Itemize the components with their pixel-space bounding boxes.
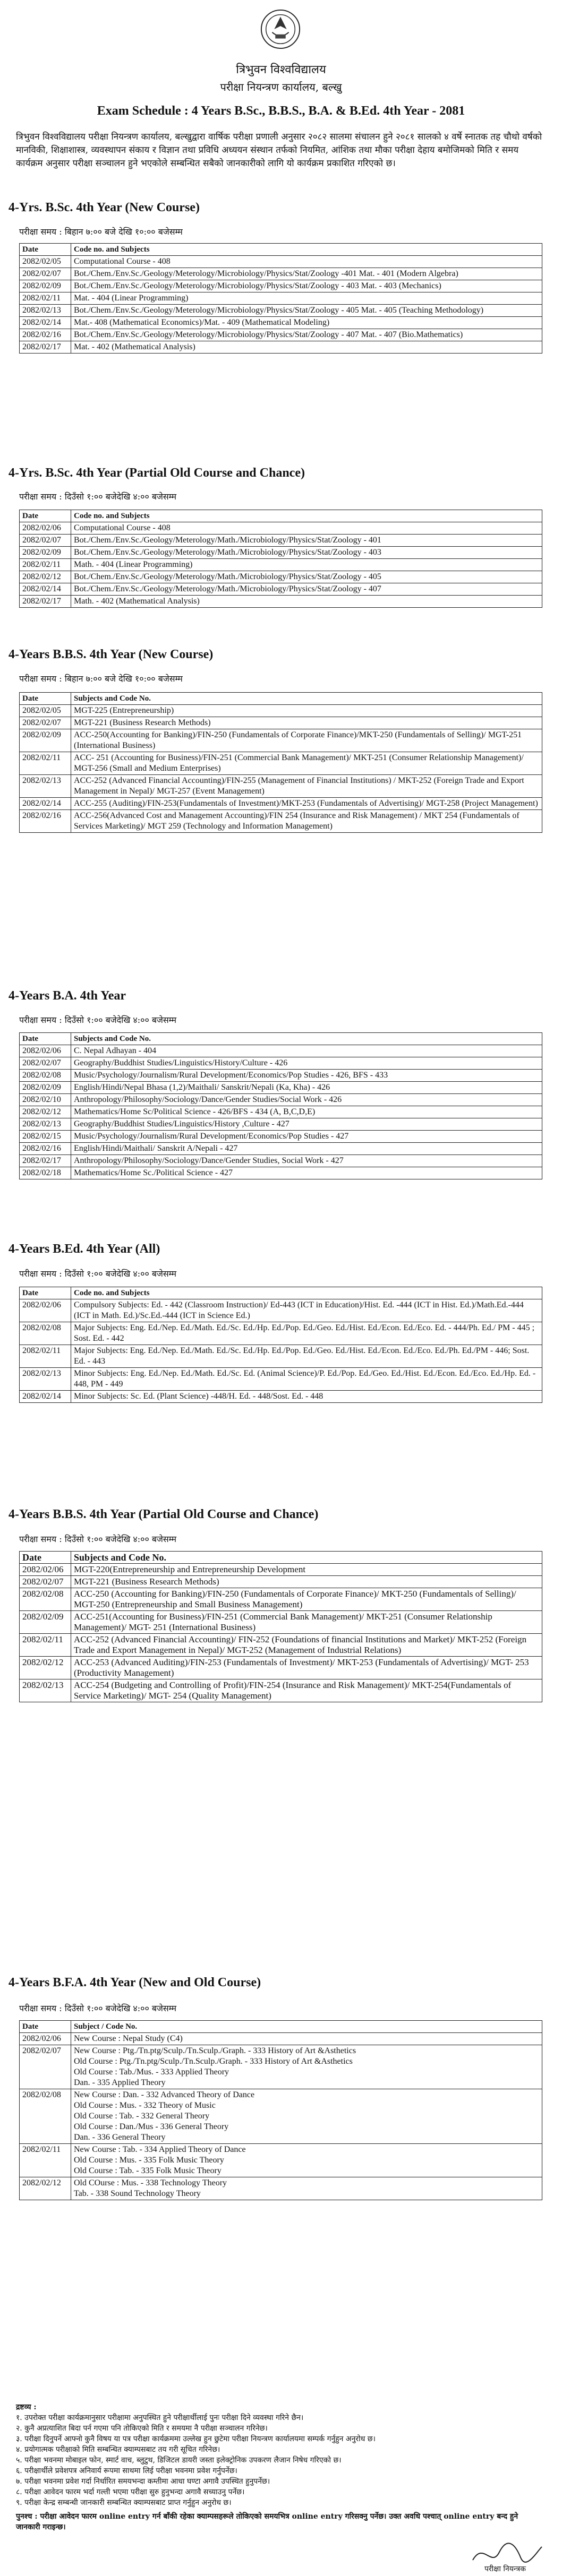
exam-date: 2082/02/11	[20, 292, 71, 305]
table-row	[20, 2089, 542, 2144]
exam-subject: Mathematics/Home Sc/Political Science - 426/BFS - 434 (A, B,C,D,E)	[71, 1106, 542, 1118]
table-row	[20, 1368, 542, 1391]
note-item: २. कुनै अप्रत्याशित बिदा पर्न गएमा पनि तोकिएको मिति र समयमा नै परीक्षा सञ्चालन गरिनेछ।	[16, 2424, 268, 2433]
exam-date: 2082/02/07	[20, 2045, 71, 2089]
table-row	[20, 1299, 542, 1322]
exam-date: 2082/02/14	[20, 317, 71, 329]
table-header-row	[20, 693, 542, 705]
table-row	[20, 1155, 542, 1167]
exam-date: 2082/02/14	[20, 798, 71, 810]
exam-date: 2082/02/17	[20, 1155, 71, 1167]
exam-subject: ACC- 251 (Accounting for Business)/FIN-251 (Commercial Bank Management)/ MKT-251 (Consumer Relationship Management)/ MGT-256 (Small and Medium Enterprises)	[71, 752, 542, 775]
exam-subject: Music/Psychology/Journalism/Rural Development/Economics/Pop Studies - 427	[71, 1131, 542, 1143]
subject-line: Tab. - 338 Sound Technology Theory	[74, 2189, 201, 2198]
subject-line: Old Course : Tab. - 335 Folk Music Theory	[74, 2166, 222, 2175]
exam-subject: MGT-220(Entrepreneurship and Entrepreneurship Development	[71, 1564, 542, 1576]
exam-date: 2082/02/09	[20, 280, 71, 292]
bfa-table	[19, 2020, 542, 2200]
exam-subject: English/Hindi/Maithali/ Sanskrit A/Nepali - 427	[71, 1143, 542, 1155]
exam-subject: MGT-221 (Business Research Methods)	[71, 1576, 542, 1588]
column-header-date: Date	[20, 693, 71, 705]
exam-subject: Bot./Chem./Env.Sc./Geology/Meterology/Math./Microbiology/Physics/Stat/Zoology - 405	[71, 571, 542, 583]
table-row	[20, 535, 542, 547]
column-header-subject: Code no. and Subjects	[71, 244, 542, 256]
exam-subject: Mat. - 404 (Linear Programming)	[71, 292, 542, 305]
table-row	[20, 705, 542, 717]
exam-subject: ACC-256(Advanced Cost and Management Accounting)/FIN 254 (Insurance and Risk Management) / MKT 254 (Fundamentals of Services Marketing)/ MGT 259 (Technology and Information Management)	[71, 810, 542, 833]
exam-subject: Bot./Chem./Env.Sc./Geology/Meterology/Math./Microbiology/Physics/Stat/Zoology - 407	[71, 583, 542, 596]
table-row	[20, 752, 542, 775]
bed-title: 4-Years B.Ed. 4th Year (All)	[8, 1242, 160, 1256]
exam-subject: Math. - 402 (Mathematical Analysis)	[71, 596, 542, 608]
bsc-new-title: 4-Yrs. B.Sc. 4th Year (New Course)	[8, 201, 200, 214]
table-row	[20, 1679, 542, 1702]
exam-subject: Bot./Chem./Env.Sc./Geology/Meterology/Microbiology/Physics/Stat/Zoology - 405 Mat. - 405 (Teaching Methodology)	[71, 305, 542, 317]
bsc-old-table	[19, 510, 542, 608]
exam-date: 2082/02/11	[20, 752, 71, 775]
exam-date: 2082/02/08	[20, 1070, 71, 1082]
intro-paragraph: त्रिभुवन विश्वविद्यालय परीक्षा नियन्त्रण कार्यालय, बल्खुद्वारा वार्षिक परीक्षा प्रणाली अनुसार २०८२ सालमा संचालन हुने २०८१ सालको ४ वर्षे स्नातक तह चौथो वर्षको मानविकी, शिक्षाशास्त्र, व्यवस्थापन संकाय र विज्ञान तथा प्रविधि अध्ययन संस्थान तर्फको नियमित, आंशिक तथा मौका परीक्षा देहाय बमोजिमको मिति र समय कार्यक्रम अनुसार परीक्षा सञ्चालन हुने भएकोले सम्बन्धित सबैको जानकारीको लागि यो कार्यक्रम प्रकाशित गरिएको छ।	[16, 132, 542, 169]
table-row	[20, 1564, 542, 1576]
table-row	[20, 583, 542, 596]
table-header-row	[20, 1552, 542, 1564]
column-header-subject: Subjects and Code No.	[71, 693, 542, 705]
exam-subject: Minor Subjects: Sc. Ed. (Plant Science) -448/H. Ed. - 448/Sost. Ed. - 448	[71, 1391, 542, 1403]
column-header-subject: Code no. and Subjects	[71, 1287, 542, 1299]
exam-subject: Bot./Chem./Env.Sc./Geology/Meterology/Microbiology/Physics/Stat/Zoology -401 Mat. - 401 (Modern Algebra)	[71, 268, 542, 280]
table-row	[20, 1082, 542, 1094]
table-row	[20, 341, 542, 354]
exam-date: 2082/02/09	[20, 547, 71, 559]
bbs-old-table	[19, 1551, 542, 1702]
table-row	[20, 1167, 542, 1179]
exam-subject	[71, 2045, 542, 2089]
exam-date: 2082/02/05	[20, 705, 71, 717]
exam-date: 2082/02/11	[20, 1634, 71, 1657]
signature-label: परीक्षा नियन्त्रक	[484, 2565, 526, 2573]
exam-date: 2082/02/06	[20, 1299, 71, 1322]
notes-closing: पुनश्च : परीक्षा आवेदन फारम online entry गर्न बाँकी रहेका क्याम्पसहरूले तोकिएको समयभित्र online entry गरिसक्नु पर्नेछ। उक्त अवधि पश्चात् online entry बन्द हुने जानकारी गराइन्छ।	[16, 2512, 518, 2531]
exam-date: 2082/02/14	[20, 1391, 71, 1403]
notes-list	[16, 2413, 544, 2508]
exam-subject: Anthropology/Philosophy/Sociology/Dance/Gender Studies/Social Work - 426	[71, 1094, 542, 1106]
exam-subject: Mat.- 408 (Mathematical Economics)/Mat. - 409 (Mathematical Modeling)	[71, 317, 542, 329]
exam-subject: ACC-252 (Advanced Financial Accounting)/FIN-255 (Management of Financial Institutions) / MKT-252 (Foreign Trade and Export Management in Nepal)/ MGT-257 (Event Management)	[71, 775, 542, 798]
column-header-date: Date	[20, 1552, 71, 1564]
table-row	[20, 329, 542, 341]
exam-subject: Mat. - 402 (Mathematical Analysis)	[71, 341, 542, 354]
ba-time: परीक्षा समय : दिउँसो १:०० बजेदेखि ४:०० बजेसम्म	[19, 1015, 177, 1025]
table-row	[20, 2033, 542, 2045]
exam-date: 2082/02/07	[20, 535, 71, 547]
table-row	[20, 317, 542, 329]
table-row	[20, 571, 542, 583]
table-row	[20, 775, 542, 798]
table-row	[20, 522, 542, 535]
exam-subject: Computational Course - 408	[71, 256, 542, 268]
exam-subject: Minor Subjects: Eng. Ed./Nep. Ed./Math. Ed./Sc. Ed. (Animal Science)/P. Ed./Pop. Ed./Geo. Ed./Hist. Ed./Econ. Ed./Eco. Ed./Hp. Ed. - 448, PM - 449	[71, 1368, 542, 1391]
exam-date: 2082/02/12	[20, 2177, 71, 2200]
exam-date: 2082/02/17	[20, 341, 71, 354]
table-row	[20, 810, 542, 833]
notes-block	[16, 2402, 544, 2532]
table-row	[20, 1106, 542, 1118]
column-header-date: Date	[20, 510, 71, 522]
table-row	[20, 1391, 542, 1403]
note-item: ४. प्रयोगात्मक परीक्षाको मिति सम्बन्धित क्याम्पसबाट तय गरी सूचित गरिनेछ।	[16, 2445, 220, 2454]
page-title: Exam Schedule : 4 Years B.Sc., B.B.S., B.A. & B.Ed. 4th Year - 2081	[97, 104, 465, 118]
bed-table	[19, 1287, 542, 1403]
table-header-row	[20, 244, 542, 256]
column-header-subject: Subjects and Code No.	[71, 1552, 542, 1564]
bbs-old-title: 4-Years B.B.S. 4th Year (Partial Old Course and Chance)	[8, 1507, 319, 1521]
bsc-old-title: 4-Yrs. B.Sc. 4th Year (Partial Old Course and Chance)	[8, 466, 305, 480]
table-header-row	[20, 1287, 542, 1299]
table-row	[20, 2177, 542, 2200]
note-item: ७. परीक्षा भवनमा प्रवेश गर्दा निर्धारित समयभन्दा कम्तीमा आधा घण्टा अगावै उपस्थित हुनुपर्नेछ।	[16, 2477, 270, 2486]
ba-table	[19, 1032, 542, 1179]
exam-subject: English/Hindi/Nepal Bhasa (1,2)/Maithali/ Sanskrit/Nepali (Ka, Kha) - 426	[71, 1082, 542, 1094]
exam-date: 2082/02/18	[20, 1167, 71, 1179]
exam-date: 2082/02/11	[20, 2144, 71, 2177]
table-row	[20, 1634, 542, 1657]
exam-date: 2082/02/11	[20, 559, 71, 571]
university-name: त्रिभुवन विश्वविद्यालय	[236, 63, 326, 76]
table-row	[20, 1118, 542, 1131]
table-row	[20, 1131, 542, 1143]
table-row	[20, 268, 542, 280]
table-row	[20, 1322, 542, 1345]
column-header-date: Date	[20, 1287, 71, 1299]
note-item: १. उपरोक्त परीक्षा कार्यक्रमानुसार परीक्षामा अनुपस्थित हुने परीक्षार्थीलाई पुनः परीक्षा दिने व्यवस्था गरिने छैन।	[16, 2414, 304, 2422]
table-row	[20, 1345, 542, 1368]
exam-subject: Geography/Buddhist Studies/Linguistics/History/Culture - 426	[71, 1057, 542, 1070]
exam-subject: Music/Psychology/Journalism/Rural Development/Economics/Pop Studies - 426, BFS - 433	[71, 1070, 542, 1082]
subject-line: New Course : Tab. - 334 Applied Theory of Dance	[74, 2145, 246, 2154]
exam-subject: Mathematics/Home Sc./Political Science - 427	[71, 1167, 542, 1179]
exam-date: 2082/02/13	[20, 775, 71, 798]
table-row	[20, 798, 542, 810]
table-header-row	[20, 510, 542, 522]
table-row	[20, 280, 542, 292]
table-row	[20, 596, 542, 608]
exam-date: 2082/02/12	[20, 1106, 71, 1118]
bbs-new-table	[19, 692, 542, 833]
table-row	[20, 2045, 542, 2089]
exam-subject: Bot./Chem./Env.Sc./Geology/Meterology/Math./Microbiology/Physics/Stat/Zoology - 401	[71, 535, 542, 547]
note-item: ९. परीक्षा केन्द्र सम्बन्धी जानकारी सम्बन्धित क्याम्पसबाट प्राप्त गर्नुहुन अनुरोध छ।	[16, 2499, 232, 2507]
column-header-date: Date	[20, 1033, 71, 1045]
bbs-new-time: परीक्षा समय : बिहान ७:०० बजे देखि १०:०० बजेसम्म	[19, 674, 183, 684]
exam-subject: Anthropology/Philosophy/Sociology/Dance/Gender Studies, Social Work - 427	[71, 1155, 542, 1167]
subject-line: New Course : Dan. - 332 Advanced Theory of Dance	[74, 2090, 255, 2099]
exam-date: 2082/02/08	[20, 1322, 71, 1345]
note-item: ५. परीक्षा भवनमा मोबाइल फोन, स्मार्ट वाच, ब्लुटुथ, डिजिटल डायरी जस्ता इलेक्ट्रोनिक उपकरण लैजान निषेध गरिएको छ।	[16, 2456, 342, 2465]
subject-line: Old Course : Tab. - 332 General Theory	[74, 2112, 210, 2121]
subject-line: Old Course : Tab./Mus. - 333 Applied Theory	[74, 2067, 229, 2077]
exam-subject: MGT-221 (Business Research Methods)	[71, 717, 542, 729]
university-logo	[260, 8, 301, 50]
exam-date: 2082/02/14	[20, 583, 71, 596]
exam-date: 2082/02/13	[20, 1118, 71, 1131]
table-row	[20, 1657, 542, 1679]
exam-date: 2082/02/06	[20, 2033, 71, 2045]
exam-date: 2082/02/08	[20, 1588, 71, 1611]
subject-line: Old Course : Mus. - 332 Theory of Music	[74, 2101, 216, 2110]
table-row	[20, 292, 542, 305]
exam-date: 2082/02/09	[20, 1082, 71, 1094]
table-row	[20, 729, 542, 752]
exam-subject	[71, 2089, 542, 2144]
exam-subject: ACC-255 (Auditing)/FIN-253(Fundamentals of Investment)/MKT-253 (Fundamentals of Advertising)/ MGT-258 (Project Management)	[71, 798, 542, 810]
table-row	[20, 1588, 542, 1611]
exam-date: 2082/02/07	[20, 268, 71, 280]
note-item: ३. परीक्षा दिनुपर्ने आफ्नो कुनै विषय या पत्र परीक्षा कार्यक्रममा उल्लेख हुन छुटेमा परीक्षा नियन्त्रण कार्यालयमा सम्पर्क गर्नुहुन अनुरोध छ।	[16, 2435, 376, 2443]
exam-subject: Bot./Chem./Env.Sc./Geology/Meterology/Microbiology/Physics/Stat/Zoology - 407 Mat. - 407 (Bio.Mathematics)	[71, 329, 542, 341]
table-row	[20, 1070, 542, 1082]
exam-date: 2082/02/15	[20, 1131, 71, 1143]
subject-line: Old COurse : Mus. - 338 Technology Theory	[74, 2178, 227, 2187]
table-row	[20, 547, 542, 559]
exam-date: 2082/02/09	[20, 729, 71, 752]
table-header-row	[20, 2021, 542, 2033]
exam-date: 2082/02/09	[20, 1611, 71, 1634]
table-header-row	[20, 1033, 542, 1045]
exam-date: 2082/02/06	[20, 1045, 71, 1057]
exam-subject: Compulsory Subjects: Ed. - 442 (Classroom Instruction)/ Ed-443 (ICT in Education)/Hist. Ed. -444 (ICT in Hist. Ed.)/Math.Ed.-444 (ICT in Math. Ed.)/Sc.Ed.-444 (ICT in Science Ed.)	[71, 1299, 542, 1322]
exam-subject: Computational Course - 408	[71, 522, 542, 535]
exam-date: 2082/02/07	[20, 1057, 71, 1070]
exam-subject: ACC-250(Accounting for Banking)/FIN-250 (Fundamentals of Corporate Finance)/MKT-250 (Fundamentals of Selling)/ MGT-251 (International Business)	[71, 729, 542, 752]
column-header-subject: Code no. and Subjects	[71, 510, 542, 522]
table-row	[20, 1143, 542, 1155]
exam-date: 2082/02/06	[20, 522, 71, 535]
exam-subject: MGT-225 (Entrepreneurship)	[71, 705, 542, 717]
subject-line: New Course : Ptg./Tn.ptg/Sculp./Tn.Sculp./Graph. - 333 History of Art &Asthetics	[74, 2046, 356, 2055]
exam-subject: Major Subjects: Eng. Ed./Nep. Ed./Math. Ed./Sc. Ed./Hp. Ed./Pop. Ed./Geo. Ed./Hist. Ed./Econ. Ed./Eco. Ed. - 444/Ph. Ed./ PM - 445 ; Sost. Ed. - 442	[71, 1322, 542, 1345]
column-header-subject: Subjects and Code No.	[71, 1033, 542, 1045]
exam-date: 2082/02/10	[20, 1094, 71, 1106]
table-row	[20, 305, 542, 317]
table-row	[20, 1045, 542, 1057]
exam-subject: ACC-254 (Budgeting and Controlling of Profit)/FIN-254 (Insurance and Risk Management)/ MKT-254(Fundamentals of Service Marketing)/ MGT- 254 (Quality Management)	[71, 1679, 542, 1702]
table-row	[20, 256, 542, 268]
exam-date: 2082/02/17	[20, 596, 71, 608]
exam-date: 2082/02/12	[20, 1657, 71, 1679]
table-row	[20, 1576, 542, 1588]
exam-date: 2082/02/05	[20, 256, 71, 268]
subject-line: Dan. - 335 Applied Theory	[74, 2078, 166, 2087]
exam-subject: ACC-253 (Advanced Auditing)/FIN-253 (Fundamentals of Investment)/ MKT-253 (Fundamentals of Advertising)/ MGT- 253 (Productivity Management)	[71, 1657, 542, 1679]
exam-date: 2082/02/06	[20, 1564, 71, 1576]
table-row	[20, 1094, 542, 1106]
exam-subject: ACC-251(Accounting for Business)/FIN-251 (Commercial Bank Management)/ MKT-251 (Consumer Relationship Management)/ MGT- 251 (International Business)	[71, 1611, 542, 1634]
bsc-old-time: परीक्षा समय : दिउँसो १:०० बजेदेखि ४:०० बजेसम्म	[19, 492, 177, 502]
exam-date: 2082/02/13	[20, 1368, 71, 1391]
table-row	[20, 2144, 542, 2177]
bed-time: परीक्षा समय : दिउँसो १:०० बजेदेखि ४:०० बजेसम्म	[19, 1269, 177, 1279]
exam-date: 2082/02/07	[20, 1576, 71, 1588]
bfa-title: 4-Years B.F.A. 4th Year (New and Old Course)	[8, 1976, 261, 1989]
exam-subject	[71, 2177, 542, 2200]
exam-subject: C. Nepal Adhayan - 404	[71, 1045, 542, 1057]
bbs-new-title: 4-Years B.B.S. 4th Year (New Course)	[8, 648, 214, 661]
bbs-old-time: परीक्षा समय : दिउँसो १:०० बजेदेखि ४:०० बजेसम्म	[19, 1534, 177, 1544]
table-row	[20, 1057, 542, 1070]
column-header-date: Date	[20, 2021, 71, 2033]
exam-subject	[71, 2144, 542, 2177]
column-header-date: Date	[20, 244, 71, 256]
subject-line: Old Course : Ptg./Tn.ptg/Sculp./Tn.Sculp./Graph. - 333 History of Art &Asthetics	[74, 2057, 353, 2066]
exam-date: 2082/02/16	[20, 1143, 71, 1155]
exam-subject: ACC-250 (Accounting for Banking)/FIN-250 (Fundamentals of Corporate Finance)/ MKT-250 (Fundamentals of Selling)/ MGT-250 (Entrepreneurship and Small Business Management)	[71, 1588, 542, 1611]
exam-subject: Geography/Buddhist Studies/Linguistics/History ,Culture - 427	[71, 1118, 542, 1131]
exam-date: 2082/02/13	[20, 305, 71, 317]
bsc-new-time: परीक्षा समय : बिहान ७:०० बजे देखि १०:०० बजेसम्म	[19, 227, 183, 237]
exam-date: 2082/02/11	[20, 1345, 71, 1368]
exam-subject: ACC-252 (Advanced Financial Accounting)/ FIN-252 (Foundations of financial Institutions and Market)/ MKT-252 (Foreign Trade and Export Management in Nepal)/ MGT-252 (Management of Industrial Relations)	[71, 1634, 542, 1657]
note-item: ८. परीक्षा आवेदन फारम भर्दा गल्ती भएमा परीक्षा सुरु हुनुभन्दा अगावै सच्याउनु पर्नेछ।	[16, 2488, 245, 2496]
exam-date: 2082/02/07	[20, 717, 71, 729]
column-header-subject: Subject / Code No.	[71, 2021, 542, 2033]
subject-line: Dan. - 336 General Theory	[74, 2133, 166, 2142]
office-name: परीक्षा नियन्त्रण कार्यालय, बल्खु	[220, 81, 342, 93]
exam-subject: Math. - 404 (Linear Programming)	[71, 559, 542, 571]
subject-line: Old Course : Mus. - 335 Folk Music Theory	[74, 2156, 224, 2165]
exam-subject: Bot./Chem./Env.Sc./Geology/Meterology/Math./Microbiology/Physics/Stat/Zoology - 403	[71, 547, 542, 559]
exam-date: 2082/02/13	[20, 1679, 71, 1702]
exam-date: 2082/02/08	[20, 2089, 71, 2144]
exam-subject: Major Subjects: Eng. Ed./Nep. Ed./Math. Ed./Sc. Ed./Hp. Ed./Pop. Ed./Geo. Ed./Hist. Ed./Econ. Ed./Eco. Ed./Ph. Ed./PM - 446; Sost. Ed. - 443	[71, 1345, 542, 1368]
bfa-time: परीक्षा समय : दिउँसो १:०० बजेदेखि ४:०० बजेसम्म	[19, 2003, 177, 2013]
table-row	[20, 1611, 542, 1634]
exam-date: 2082/02/16	[20, 329, 71, 341]
note-item: ६. परीक्षार्थीले प्रवेशपत्र अनिवार्य रूपमा साथमा लिई परीक्षा भवनमा प्रवेश गर्नुपर्नेछ।	[16, 2467, 237, 2475]
exam-subject: Bot./Chem./Env.Sc./Geology/Meterology/Microbiology/Physics/Stat/Zoology - 403 Mat. - 403 (Mechanics)	[71, 280, 542, 292]
notes-heading: द्रष्टव्य :	[16, 2403, 37, 2411]
subject-line: New Course : Nepal Study (C4)	[74, 2034, 183, 2043]
subject-line: Old Course : Dan./Mus - 336 General Theory	[74, 2122, 229, 2131]
exam-date: 2082/02/16	[20, 810, 71, 833]
table-row	[20, 559, 542, 571]
exam-date: 2082/02/12	[20, 571, 71, 583]
ba-title: 4-Years B.A. 4th Year	[8, 989, 126, 1003]
table-row	[20, 717, 542, 729]
exam-subject	[71, 2033, 542, 2045]
bsc-new-table	[19, 243, 542, 354]
